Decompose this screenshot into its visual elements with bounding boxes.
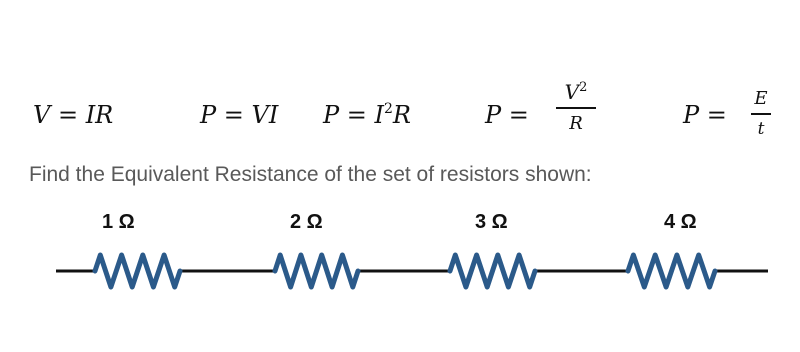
formula-power-i2r-lhs: P = I bbox=[323, 101, 384, 129]
formula-power-et-lhs: P = bbox=[683, 101, 727, 129]
formula-power-vi: P = VI bbox=[200, 101, 279, 129]
formula-power-et-numerator: E bbox=[754, 88, 768, 109]
formula-power-et-denominator: t bbox=[757, 118, 765, 139]
resistor-3-zigzag bbox=[450, 255, 535, 287]
formula-power-v2r-num-base: V bbox=[564, 80, 580, 104]
formula-power-v2r-lhs: P = bbox=[485, 101, 529, 129]
formula-power-v2r-denominator: R bbox=[569, 112, 583, 134]
resistor-label-4: 4 Ω bbox=[664, 211, 697, 233]
resistor-label-1: 1 Ω bbox=[102, 211, 135, 233]
formula-power-v2r-num-exp: 2 bbox=[579, 80, 588, 95]
formula-power-i2r-exponent: 2 bbox=[384, 101, 393, 117]
resistor-label-2: 2 Ω bbox=[290, 211, 323, 233]
formula-ohms-law: V = IR bbox=[33, 101, 114, 129]
resistor-2-zigzag bbox=[275, 255, 358, 287]
resistor-4-zigzag bbox=[628, 255, 715, 287]
formula-power-i2r-rhs: R bbox=[392, 101, 411, 129]
question-text: Find the Equivalent Resistance of the set of resistors shown: bbox=[29, 163, 592, 186]
resistor-1-zigzag bbox=[95, 255, 180, 287]
resistor-label-3: 3 Ω bbox=[475, 211, 508, 233]
